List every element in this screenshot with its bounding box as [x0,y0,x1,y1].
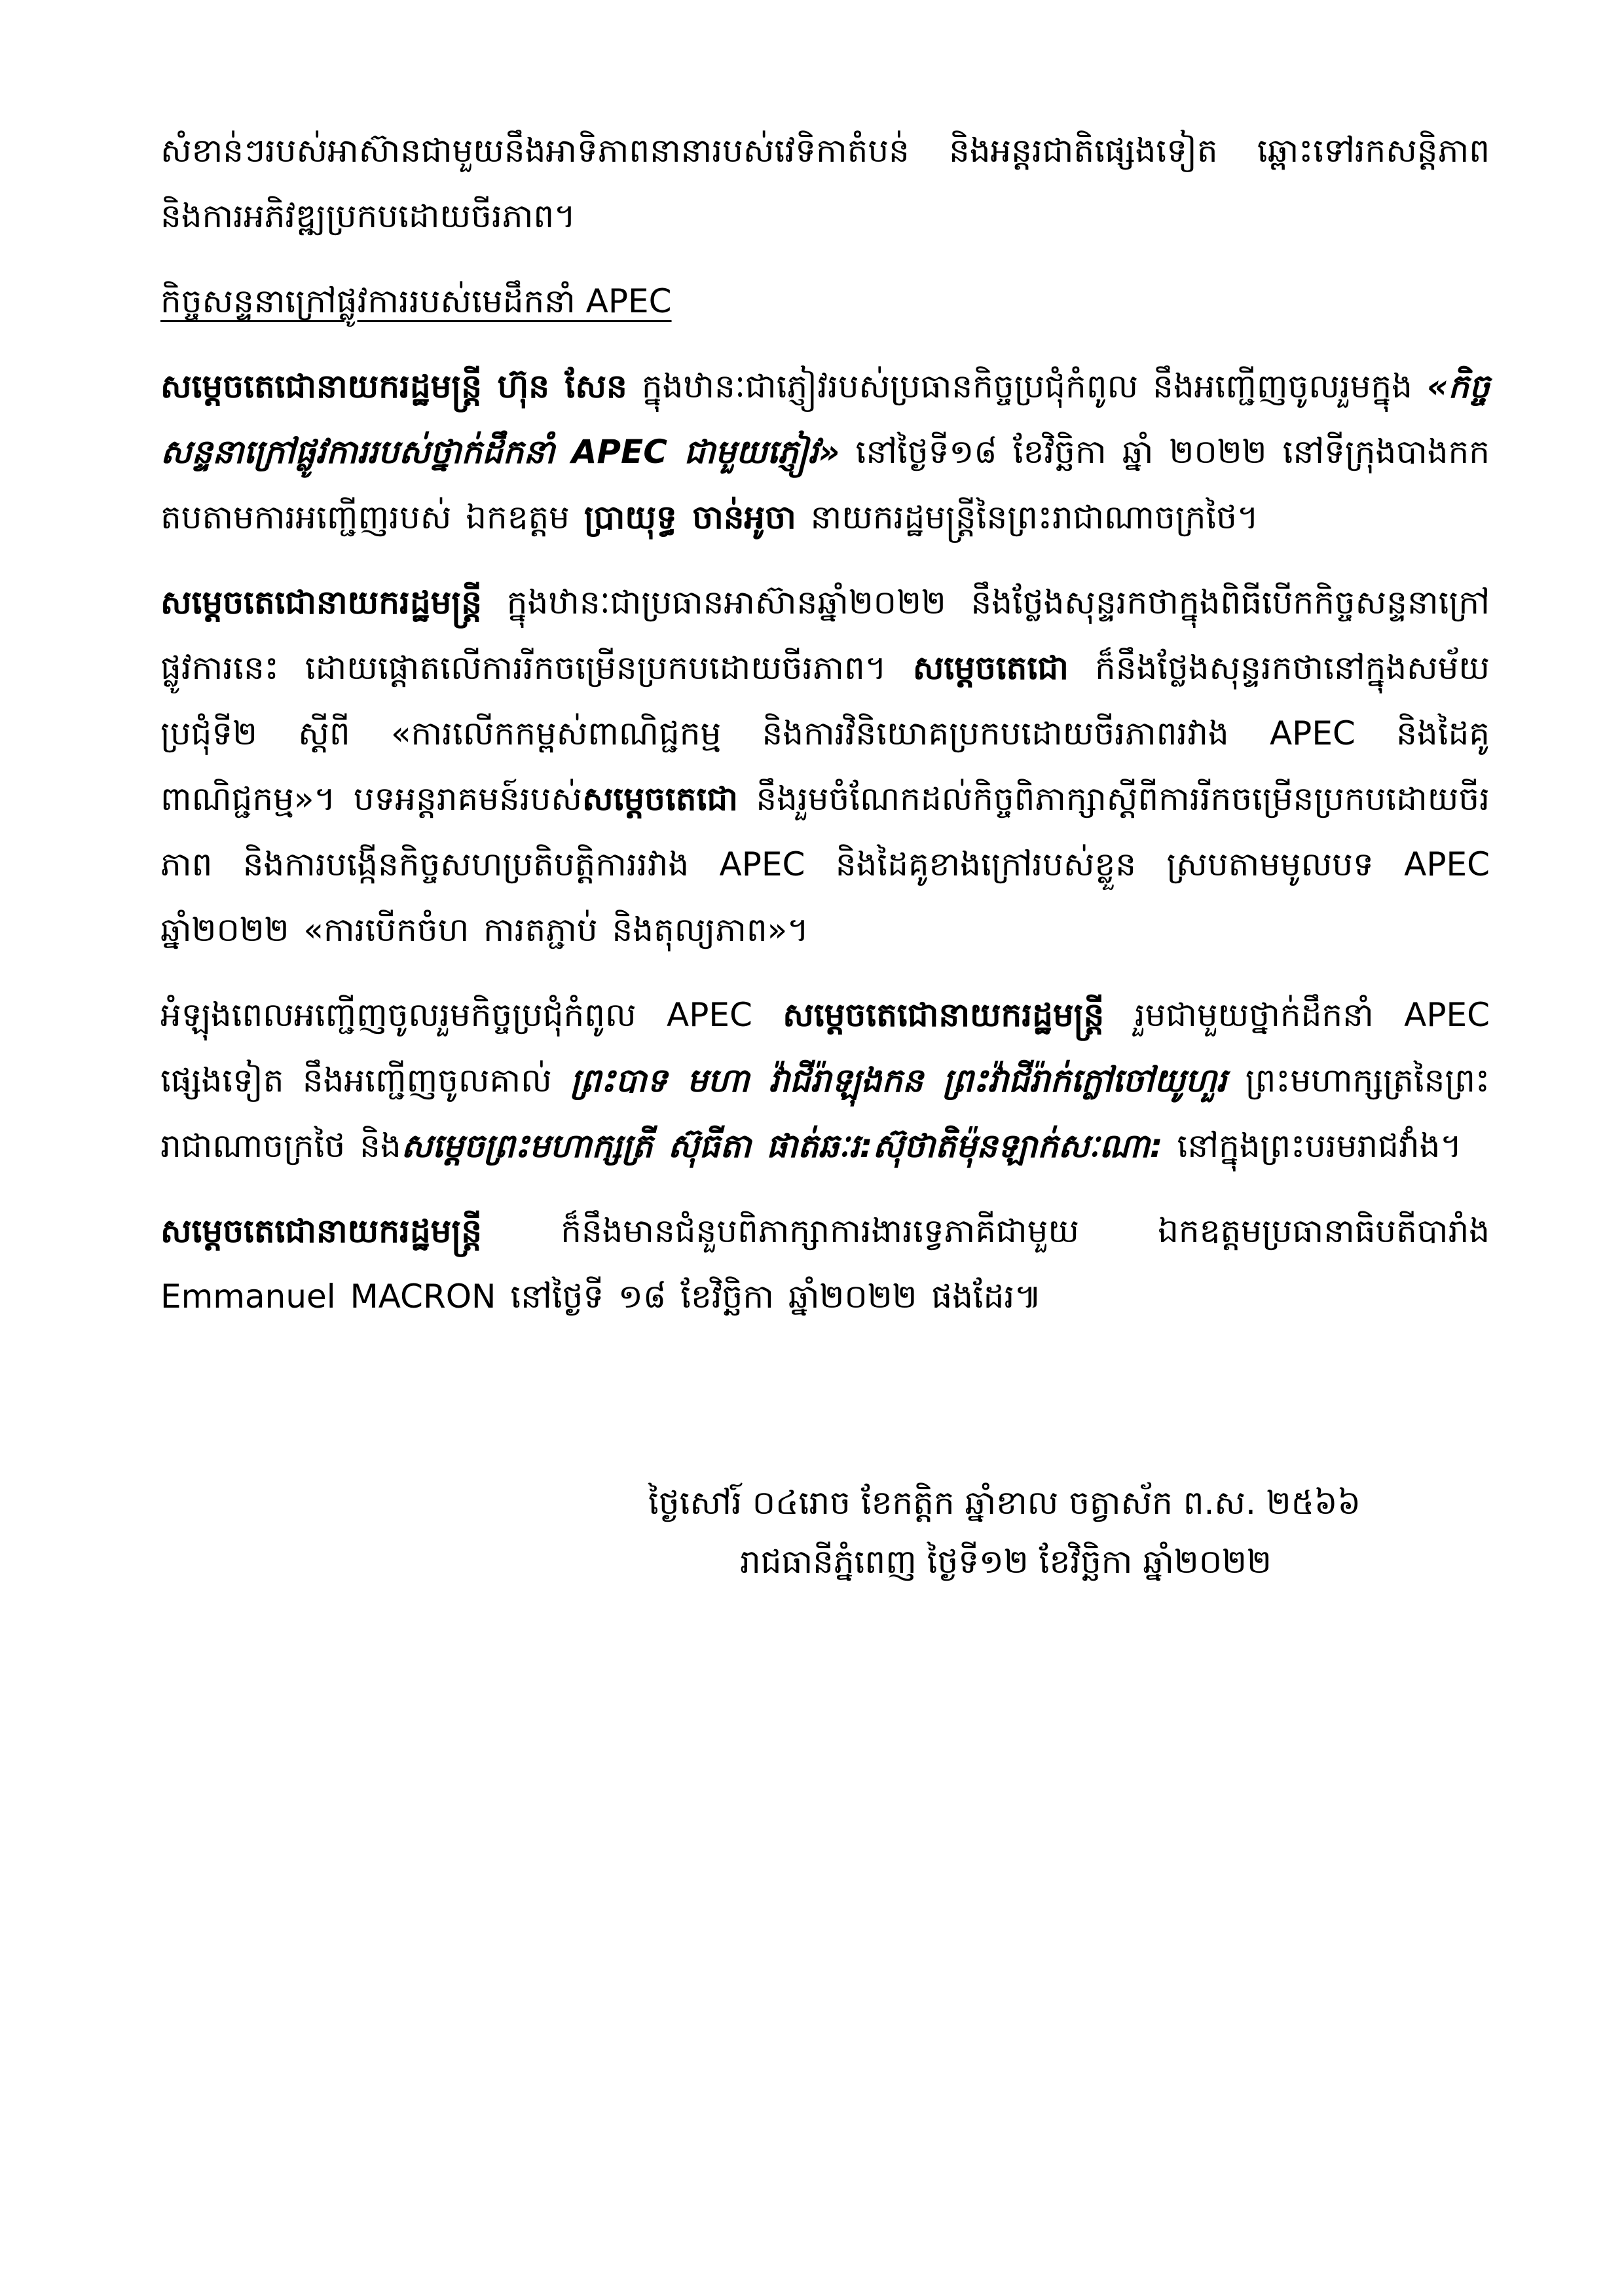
queen-name: សម្តេចព្រះមហាក្សត្រី ស៊ុធីតា ផាត់ឆៈរ:ស៊ុថាតិម៉ុនឡាក់សៈណា: [401,1127,1163,1165]
intro-paragraph: សំខាន់ៗរបស់អាស៊ានជាមួយនឹងអាទិភាពនានារបស់វេទិកាតំបន់ និងអន្តរជាតិផ្សេងទៀត ឆ្ពោះទៅរកសន្តិភាព និងការអភិវឌ្ឍប្រកបដោយចីរភាព។ [160,132,1490,235]
pm-title: សម្តេចតេជោនាយករដ្ឋមន្ត្រី [783,996,1105,1034]
pm-short-title: សម្តេចតេជោ [581,780,738,818]
pm-title: សម្តេចតេជោនាយករដ្ឋមន្ត្រី [160,1212,482,1250]
paragraph-text: ព្រះមហាក្សត្រនៃព្រះរាជាណាចក្រថៃ និង [160,1061,1490,1165]
paragraph-text: រួមជាមួយថ្នាក់ដឹកនាំ APEC ផ្សេងទៀត នឹងអញ្ជើញចូលគាល់ [160,996,1490,1099]
event-title: «កិច្ចសន្ទនាក្រៅផ្លូវការរបស់ថ្នាក់ដឹកនាំ APEC ជាមួយភ្ញៀវ» [160,367,1490,471]
document-body [160,118,1490,1349]
paragraph-text: នៅក្នុងព្រះបរមរាជវាំង។ [1162,1127,1462,1165]
pm-short-title: សម្តេចតេជោ [912,649,1069,687]
paragraph-text: អំឡុងពេលអញ្ជើញចូលរួមកិច្ចប្រជុំកំពូល APEC [160,996,783,1034]
thai-pm-name: ប្រាយុទ្ធ ចាន់អូចា [583,498,796,536]
section-heading: កិច្ចសន្ទនាក្រៅផ្លូវការរបស់មេដឹកនាំ APEC [160,282,672,320]
paragraph-text: នាយករដ្ឋមន្ត្រីនៃព្រះរាជាណាចក្រថៃ។ [796,498,1259,536]
paragraph-text: នឹងរួមចំណែកដល់កិច្ចពិភាក្សាស្តីពីការរីកចម្រើនប្រកបដោយចីរភាព និងការបង្កើនកិច្ចសហប្រតិបត្តិការរវាង APEC និងដៃគូខាងក្រៅរបស់ខ្លួន ស្របតាមមូលបទ APEC ឆ្នាំ២០២២ «ការបើកចំហ ការតភ្ជាប់ និងតុល្យភាព»។ [160,780,1490,949]
paragraph-royal-audience [160,982,1490,1179]
paragraph-text: ក៏នឹងមានជំនួបពិភាក្សាការងារទ្វេភាគីជាមួយ ឯកឧត្តមប្រធានាធិបតីបារាំង Emmanuel MACRON នៅថ្ងៃទី ១៨ ខែវិច្ឆិកា ឆ្នាំ២០២២ ផងដែរ៕ [160,1212,1490,1315]
paragraph-keynote [160,570,1490,963]
pm-name: សម្តេចតេជោនាយករដ្ឋមន្ត្រី ហ៊ុន សែន [160,367,627,405]
paragraph-bilateral-meeting [160,1198,1490,1329]
place-date-line: រាជធានីភ្នំពេញ ថ្ងៃទី១២ ខែវិច្ឆិកា ឆ្នាំ២០២២ [740,1543,1272,1581]
lunar-date-line: ថ្ងៃសៅរ៍ ០៤រោច ខែកត្តិក ឆ្នាំខាល ចត្វាស័ក ព.ស. ២៥៦៦ [648,1484,1361,1522]
pm-title: សម្តេចតេជោនាយករដ្ឋមន្ត្រី [160,583,482,621]
king-name: ព្រះបាទ មហា វ៉ាជីរ៉ាឡុងកន ព្រះវ៉ាជីរ៉ាក់ក្លៅចៅយូហួរ [570,1061,1227,1099]
paragraph-text: ក្នុងឋានៈជាប្រធានអាស៊ានឆ្នាំ២០២២ នឹងថ្លែងសុន្ទរកថាក្នុងពិធីបើកកិច្ចសន្ទនាក្រៅផ្លូវការនេះ ដោយផ្តោតលើការរីកចម្រើនប្រកបដោយចីរភាព។ [160,583,1490,687]
paragraph-text: នៅថ្ងៃទី១៨ ខែវិច្ឆិកា ឆ្នាំ ២០២២ នៅទីក្រុងបាងកក តបតាមការអញ្ជើញរបស់ ឯកឧត្តម [160,433,1490,536]
paragraph-apec-dialogue [160,354,1490,550]
paragraph-text: ក្នុងឋានៈជាភ្ញៀវរបស់ប្រធានកិច្ចប្រជុំកំពូល នឹងអញ្ជើញចូលរួមក្នុង [627,367,1428,405]
paragraph-text: ក៏នឹងថ្លែងសុន្ទរកថានៅក្នុងសម័យប្រជុំទី២ ស្តីពី «ការលើកកម្ពស់ពាណិជ្ជកម្ម និងការវិនិយោគប្រកបដោយចីរភាពរវាង APEC និងដៃគូពាណិជ្ជកម្ម»។ បទអន្តរាគមន៍របស់ [160,649,1490,818]
